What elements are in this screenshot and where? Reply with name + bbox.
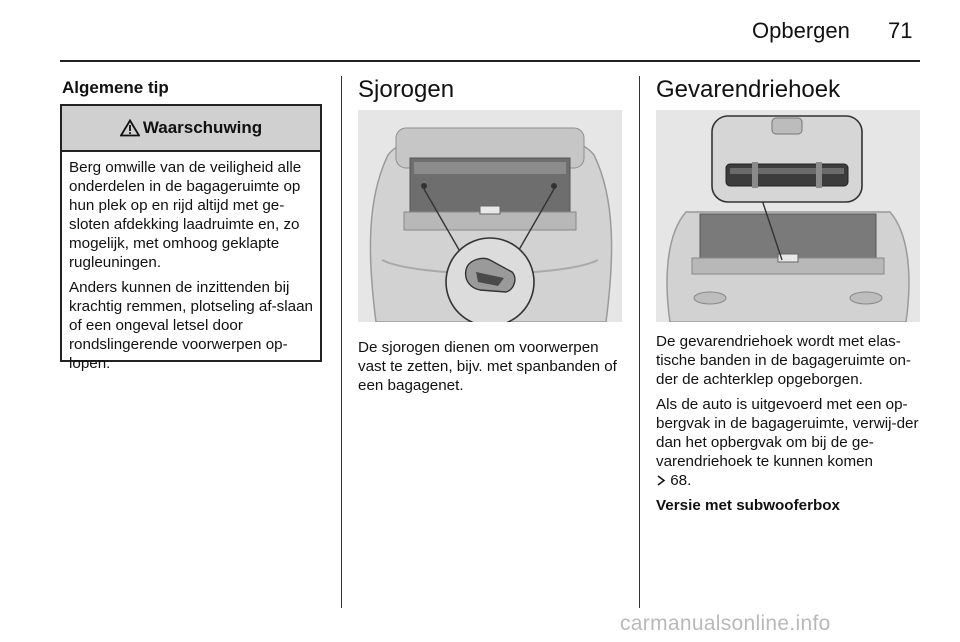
warning-triangle-illustration xyxy=(656,110,920,322)
warning-triangle-icon xyxy=(120,119,140,137)
header-rule xyxy=(60,60,920,62)
lashing-eyes-description xyxy=(358,338,624,401)
warning-triangle-paragraph xyxy=(656,395,926,490)
lashing-eyes-illustration xyxy=(358,110,622,322)
page-number: 71 xyxy=(888,18,913,43)
site-watermark: carmanualsonline.info xyxy=(620,612,831,635)
general-tip-heading: Algemene tip xyxy=(62,78,169,97)
warning-body xyxy=(62,152,320,373)
warning-triangle-heading: Gevarendriehoek xyxy=(656,76,841,103)
lashing-eyes-paragraph: De sjorogen dienen om voorwerpen vast te zetten, bijv. met spanbanden of een bagagenet. xyxy=(358,339,617,394)
warning-title: Waarschuwing xyxy=(142,118,263,137)
page-reference[interactable]: 68. xyxy=(670,472,692,489)
page-header-title: Opbergen xyxy=(752,18,850,43)
lashing-eyes-heading: Sjorogen xyxy=(358,76,455,103)
warning-triangle-paragraph-text: Als de auto is uitgevoerd met een op-bergvak in de bagageruimte, verwij-der dan het opbergvak om bij de ge-varendriehoek te kunnen komen xyxy=(656,396,919,470)
column-divider xyxy=(639,76,640,608)
subwoofer-version-subheading: Versie met subwooferbox xyxy=(656,497,840,514)
warning-box-header xyxy=(62,106,320,152)
column-divider xyxy=(341,76,342,608)
warning-triangle-paragraph: De gevarendriehoek wordt met elas-tische banden in de bagageruimte on-der de achterklep opgeborgen. xyxy=(656,333,911,388)
warning-box xyxy=(60,104,322,372)
warning-triangle-description xyxy=(656,332,926,521)
warning-paragraph: Anders kunnen de inzittenden bij krachtig remmen, plotseling af-slaan of een ongeval letsel door rondslingerende voorwerpen op-lopen. xyxy=(69,279,313,372)
arrow-reference-icon xyxy=(656,475,666,486)
warning-paragraph: Berg omwille van de veiligheid alle onderdelen in de bagageruimte op hun plek op en rijd altijd met ge-sloten afdekking laadruimte en, zo mogelijk, met omhoog geklapte rugleuningen. xyxy=(69,159,302,271)
